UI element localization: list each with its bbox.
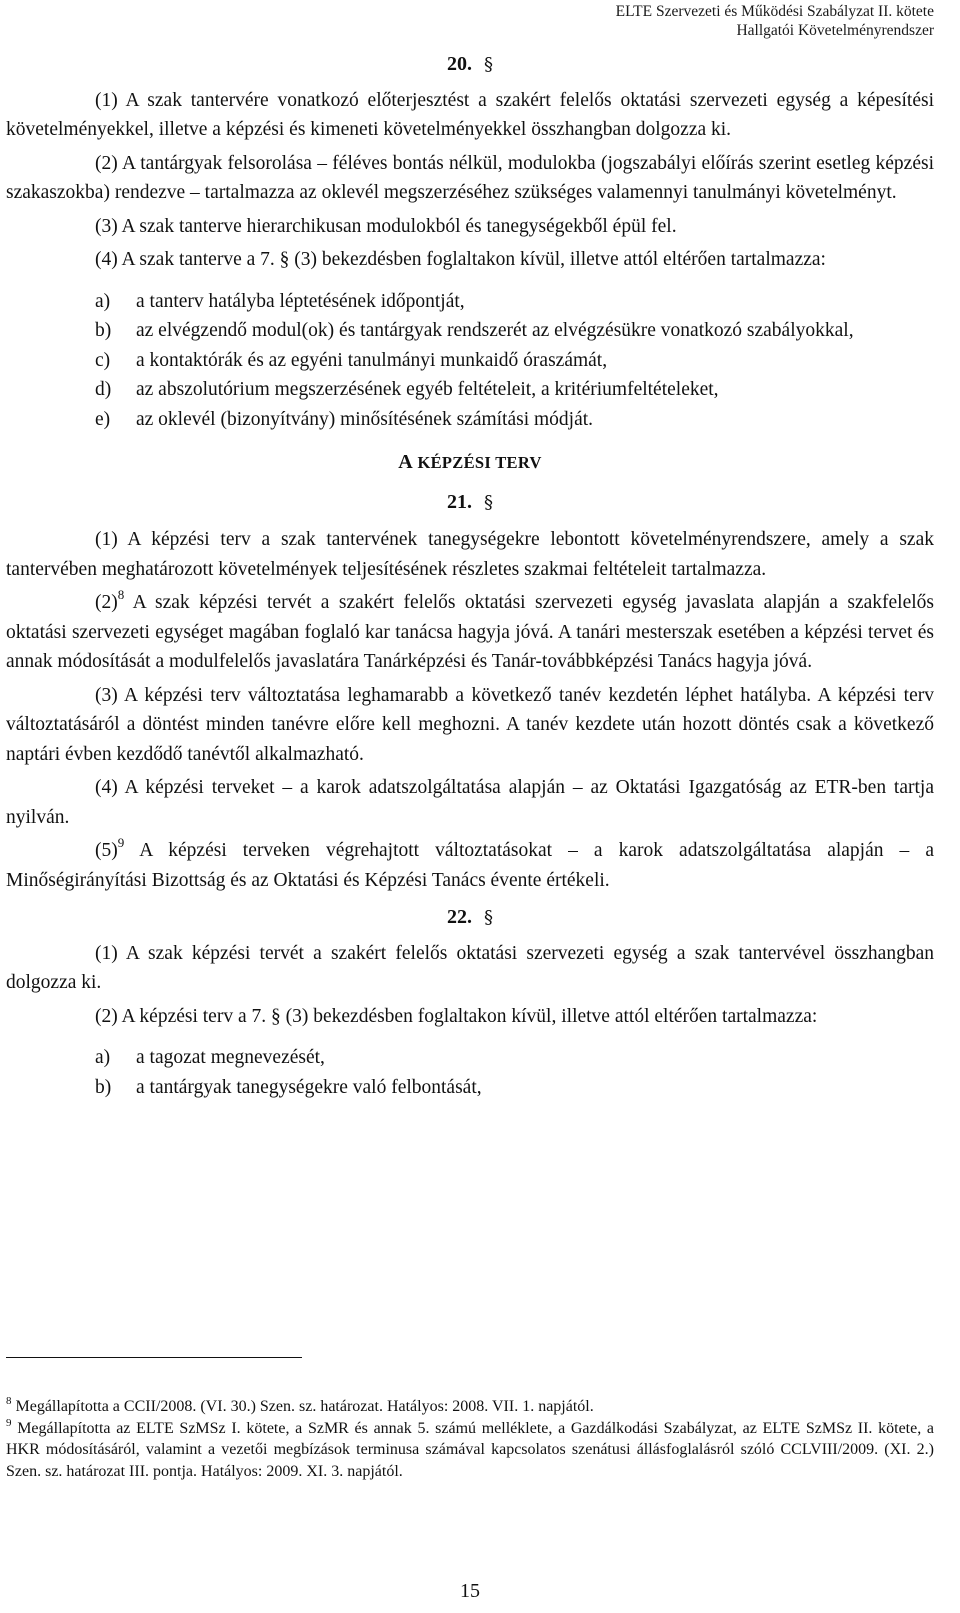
paragraph-21-5 xyxy=(6,836,934,895)
item-mark: a) xyxy=(95,1047,111,1068)
list-item xyxy=(6,405,934,435)
section-22-heading xyxy=(6,903,934,933)
footnote-number: 9 xyxy=(6,1416,12,1429)
footnote-text: Megállapította az ELTE SzMSz I. kötete, a SzMR és annak 5. számú melléklete, a Gazdálkodási Szabályzat, az ELTE SzMSz II. kötete, a HKR módosításáról, valamint a vezetői megbízások terminusa számával kapcsolatos szenátusi állásfoglalásról szóló CCLVIII/2009. (XI. 2.) Szen. sz. határozat III. pontja. Hatályos: 2009. XI. 3. napjától. xyxy=(6,1419,935,1480)
section-sign: § xyxy=(484,54,493,75)
footnote-8 xyxy=(6,1396,934,1418)
paragraph-20-1: (1) A szak tantervére vonatkozó előterjesztést a szakért felelős oktatási szervezeti egység a képesítési követelményekkel, illetve a képzési és kimeneti követelményekkel összhangban dolgozza ki. xyxy=(6,89,934,140)
paragraph-text: A szak képzési tervét a szakért felelős oktatási szervezeti egység javaslata alapján a szakfelelős oktatási szervezeti egységet magában foglaló kar tanácsa hagyja jóvá. A tanári mesterszak esetében a képzési tervet és annak módosítását a modulfelelős javaslatára Tanárképzési és Tanár-továbbképzési Tanács hagyja jóvá. xyxy=(6,592,934,672)
list-20 xyxy=(6,287,934,435)
section-sign: § xyxy=(484,907,493,928)
paragraph-21-3: (3) A képzési terv változtatása leghamarabb a következő tanév kezdetén léphet hatályba. A képzési terv változtatásáról a döntést minden tanévre előre kell meghozni. A tanév kezdete után hozott döntés csak a következő naptári évben kezdődő tanévtől alkalmazható. xyxy=(6,684,934,765)
paragraph-label: (5) xyxy=(95,840,118,861)
paragraph-20-2: (2) A tantárgyak felsorolása – féléves bontás nélkül, modulokba (jogszabályi előírás szerint esetleg képzési szakaszokba) rendezve – tartalmazza az oklevél megszerzéséhez szükséges valamennyi tanulmányi követelményt. xyxy=(6,152,934,203)
list-item xyxy=(6,346,934,376)
section-number: 20. xyxy=(447,53,472,75)
header-line-2: Hallgatói Követelményrendszer xyxy=(736,22,934,39)
list-item xyxy=(6,316,934,346)
paragraph-21-2 xyxy=(6,588,934,677)
running-header xyxy=(616,2,934,40)
section-20-heading xyxy=(6,50,934,80)
paragraph-text: A képzési terveken végrehajtott változtatásokat – a karok adatszolgáltatása alapján – a Minőségirányítási Bizottság és az Oktatási és Képzési Tanács évente értékeli. xyxy=(6,840,934,891)
item-text: a tanterv hatályba léptetésének időpontját, xyxy=(136,290,465,312)
item-mark: b) xyxy=(95,320,112,341)
item-text: a tantárgyak tanegységekre való felbontását, xyxy=(136,1076,482,1098)
document-page xyxy=(6,0,935,1602)
paragraph-22-2: (2) A képzési terv a 7. § (3) bekezdésben foglaltakon kívül, illetve attól eltérően tartalmazza: xyxy=(95,1005,818,1027)
paragraph-20-4: (4) A szak tanterve a 7. § (3) bekezdésben foglaltakon kívül, illetve attól eltérően tartalmazza: xyxy=(95,249,826,270)
chapter-heading xyxy=(6,448,934,478)
paragraph-21-1: (1) A képzési terv a szak tantervének tanegységekre lebontott követelményrendszere, amely a szak tantervében meghatározott követelmények teljesítésének részletes szakmai feltételeit tartalmazza. xyxy=(6,529,934,580)
paragraph-22-1: (1) A szak képzési tervét a szakért felelős oktatási szervezeti egység a szak tantervével összhangban dolgozza ki. xyxy=(6,942,934,993)
section-sign: § xyxy=(484,491,493,513)
item-mark: d) xyxy=(95,379,112,400)
footnote-ref: 9 xyxy=(117,835,125,850)
list-item xyxy=(6,1043,934,1073)
page-number: 15 xyxy=(460,1580,480,1602)
item-mark: a) xyxy=(95,290,111,312)
list-item xyxy=(6,375,934,405)
list-item xyxy=(6,287,934,317)
item-text: a kontaktórák és az egyéni tanulmányi munkaidő óraszámát, xyxy=(136,349,608,371)
item-text: a tagozat megnevezését, xyxy=(136,1047,325,1068)
section-number: 22. xyxy=(447,906,472,928)
list-item xyxy=(6,1073,934,1103)
footnotes xyxy=(6,1396,934,1482)
section-number: 21. xyxy=(447,490,472,513)
section-21-heading xyxy=(6,488,934,518)
footnote-separator xyxy=(6,1357,302,1358)
paragraph-21-4: (4) A képzési terveket – a karok adatszolgáltatása alapján – az Oktatási Igazgatóság az ETR-ben tartja nyilván. xyxy=(6,777,934,828)
item-mark: b) xyxy=(95,1076,112,1098)
paragraph-label: (2) xyxy=(95,592,118,613)
footnote-ref: 8 xyxy=(117,587,125,602)
footnote-number: 8 xyxy=(6,1395,12,1407)
header-line-1: ELTE Szervezeti és Működési Szabályzat II. kötete xyxy=(615,3,934,20)
footnote-text: Megállapította a CCII/2008. (VI. 30.) Szen. sz. határozat. Hatályos: 2008. VII. 1. napjától. xyxy=(15,1398,594,1415)
item-mark: e) xyxy=(95,408,111,430)
footnote-9 xyxy=(6,1418,934,1483)
heading-rest: KÉPZÉSI TERV xyxy=(413,453,542,472)
paragraph-20-3: (3) A szak tanterve hierarchikusan modulokból és tanegységekből épül fel. xyxy=(95,215,677,237)
list-22 xyxy=(6,1043,934,1102)
item-text: az oklevél (bizonyítvány) minősítésének számítási módját. xyxy=(136,408,594,430)
item-mark: c) xyxy=(95,349,111,371)
item-text: az elvégzendő modul(ok) és tantárgyak rendszerét az elvégzésükre vonatkozó szabályokkal, xyxy=(136,320,854,341)
item-text: az abszolutórium megszerzésének egyéb feltételeit, a kritériumfeltételeket, xyxy=(136,379,719,400)
heading-initial: A xyxy=(398,451,414,473)
